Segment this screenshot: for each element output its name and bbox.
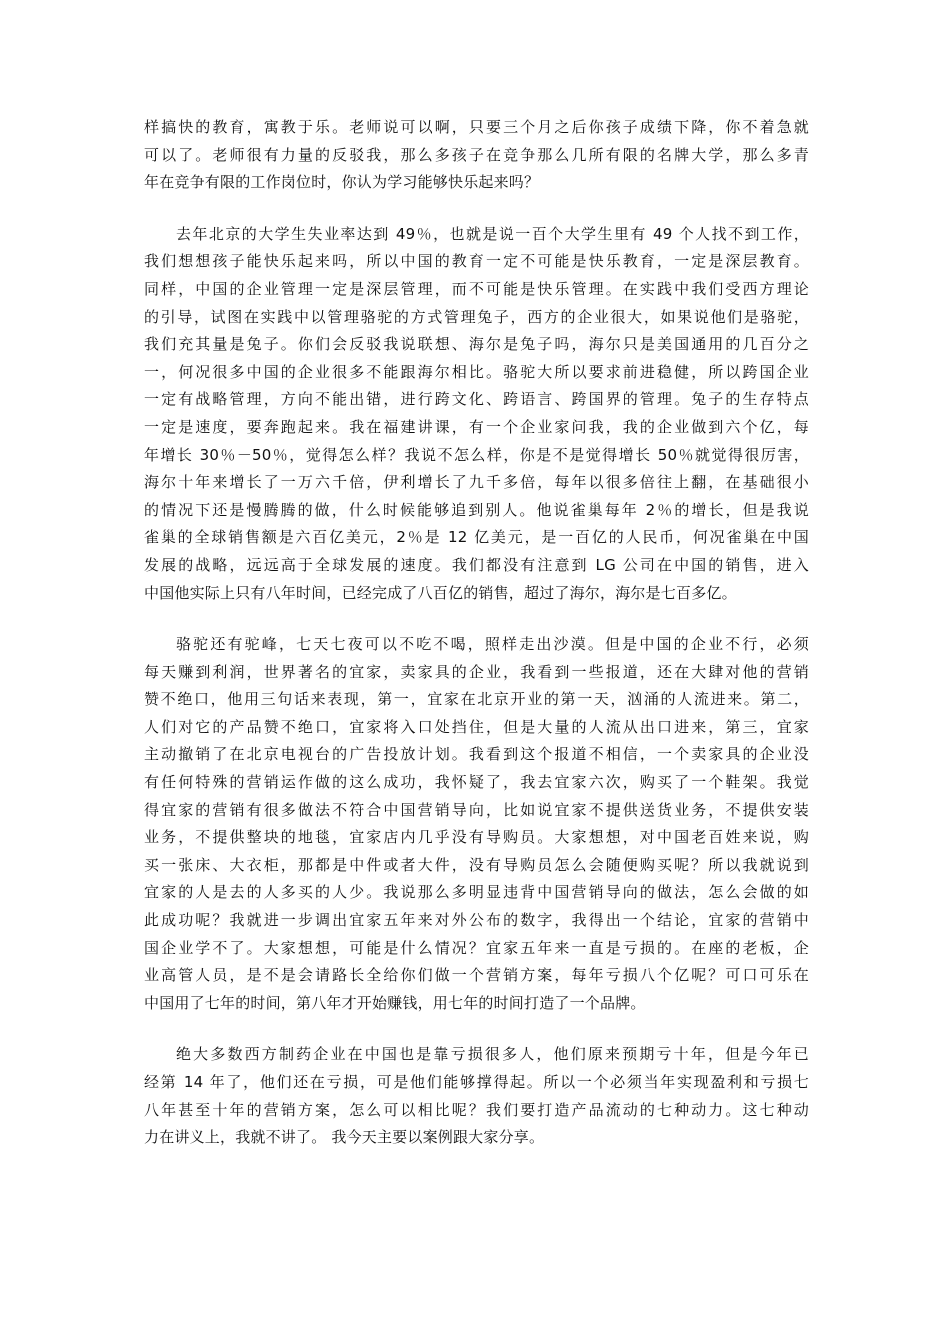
text-line: 人们对它的产品赞不绝口，宜家将入口处挡住，但是大量的人流从出口进来，第三，宜家 — [144, 717, 809, 736]
text-line: 八年甚至十年的营销方案，怎么可以相比呢？我们要打造产品流动的七种动力。这七种动 — [144, 1100, 809, 1119]
text-line: 业高管人员，是不是会请路长全给你们做一个营销方案，每年亏损八个亿呢？可口可乐在 — [144, 966, 809, 985]
text-line: 去年北京的大学生失业率达到 49％，也就是说一百个大学生里有 49 个人找不到工作， — [176, 224, 809, 243]
text-line: 此成功呢？我就进一步调出宜家五年来对外公布的数字，我得出一个结论，宜家的营销中 — [144, 911, 809, 930]
text-line: 业务，不提供整块的地毯，宜家店内几乎没有导购员。大家想想，对中国老百姓来说，购 — [144, 828, 809, 847]
text-line: 国企业学不了。大家想想，可能是什么情况？宜家五年来一直是亏损的。在座的老板，企 — [144, 938, 809, 957]
text-line: 中国用了七年的时间，第八年才开始赚钱，用七年的时间打造了一个品牌。 — [144, 993, 646, 1012]
paragraph-4 — [144, 1041, 809, 1151]
text-line: 买一张床、大衣柜，那都是中件或者大件，没有导购员怎么会随便购买呢？所以我就说到 — [144, 855, 809, 874]
text-line: 年增长 30％－50％，觉得怎么样？我说不怎么样，你是不是觉得增长 50％就觉得很厉害， — [144, 445, 809, 464]
paragraph-3 — [144, 631, 809, 1017]
text-line: 有任何特殊的营销运作做的这么成功，我怀疑了，我去宜家六次，购买了一个鞋架。我觉 — [144, 773, 809, 792]
text-line: 一，何况很多中国的企业很多不能跟海尔相比。骆驼大所以要求前进稳健，所以跨国企业 — [144, 362, 809, 381]
text-line: 主动撤销了在北京电视台的广告投放计划。我看到这个报道不相信，一个卖家具的企业没 — [144, 745, 809, 764]
text-line: 年在竞争有限的工作岗位时，你认为学习能够快乐起来吗？ — [144, 173, 540, 192]
text-line: 一定有战略管理，方向不能出错，进行跨文化、跨语言、跨国界的管理。兔子的生存特点 — [144, 390, 809, 409]
text-line: 赞不绝口，他用三句话来表现，第一，宜家在北京开业的第一天，汹涌的人流进来。第二， — [144, 690, 809, 709]
text-line: 同样，中国的企业管理一定是深层管理，而不可能是快乐管理。在实践中我们受西方理论 — [144, 279, 809, 298]
text-line: 骆驼还有驼峰，七天七夜可以不吃不喝，照样走出沙漠。但是中国的企业不行，必须 — [176, 635, 809, 654]
text-line: 雀巢的全球销售额是六百亿美元，2％是 12 亿美元，是一百亿的人民币，何况雀巢在中国 — [144, 528, 809, 547]
text-line: 经第 14 年了，他们还在亏损，可是他们能够撑得起。所以一个必须当年实现盈利和亏损七 — [144, 1073, 809, 1091]
text-line: 宜家的人是去的人多买的人少。我说那么多明显违背中国营销导向的做法，怎么会做的如 — [144, 883, 809, 902]
document-body — [144, 114, 809, 1176]
text-line: 力在讲义上，我就不讲了。 我今天主要以案例跟大家分享。 — [144, 1128, 545, 1147]
text-line: 海尔十年来增长了一万六千倍，伊利增长了九千多倍，每年以很多倍往上翻，在基础很小 — [144, 473, 809, 492]
text-line: 的引导，试图在实践中以管理骆驼的方式管理兔子，西方的企业很大，如果说他们是骆驼， — [144, 307, 809, 326]
text-line: 的情况下还是慢腾腾的做，什么时候能够追到别人。他说雀巢每年 2％的增长，但是我说 — [144, 500, 809, 519]
text-line: 样搞快的教育，寓教于乐。老师说可以啊，只要三个月之后你孩子成绩下降，你不着急就 — [144, 118, 809, 136]
paragraph-2 — [144, 221, 809, 607]
text-line: 我们想想孩子能快乐起来吗，所以中国的教育一定不可能是快乐教育，一定是深层教育。 — [144, 252, 809, 271]
text-line: 我们充其量是兔子。你们会反驳我说联想、海尔是兔子吗，海尔只是美国通用的几百分之 — [144, 335, 809, 354]
text-line: 中国他实际上只有八年时间，已经完成了八百亿的销售，超过了海尔，海尔是七百多亿。 — [144, 583, 737, 602]
text-line: 每天赚到利润，世界著名的宜家，卖家具的企业，我看到一些报道，还在大肆对他的营销 — [144, 662, 809, 681]
text-line: 得宜家的营销有很多做法不符合中国营销导向，比如说宜家不提供送货业务，不提供安装 — [144, 800, 809, 819]
text-line: 绝大多数西方制药企业在中国也是靠亏损很多人，他们原来预期亏十年，但是今年已 — [176, 1045, 809, 1064]
paragraph-1 — [144, 114, 809, 197]
text-line: 一定是速度，要奔跑起来。我在福建讲课，有一个企业家问我，我的企业做到六个亿，每 — [144, 417, 809, 436]
text-line: 发展的战略，远远高于全球发展的速度。我们都没有注意到 LG 公司在中国的销售，进入 — [144, 555, 809, 574]
text-line: 可以了。老师很有力量的反驳我，那么多孩子在竞争那么几所有限的名牌大学，那么多青 — [144, 145, 809, 164]
